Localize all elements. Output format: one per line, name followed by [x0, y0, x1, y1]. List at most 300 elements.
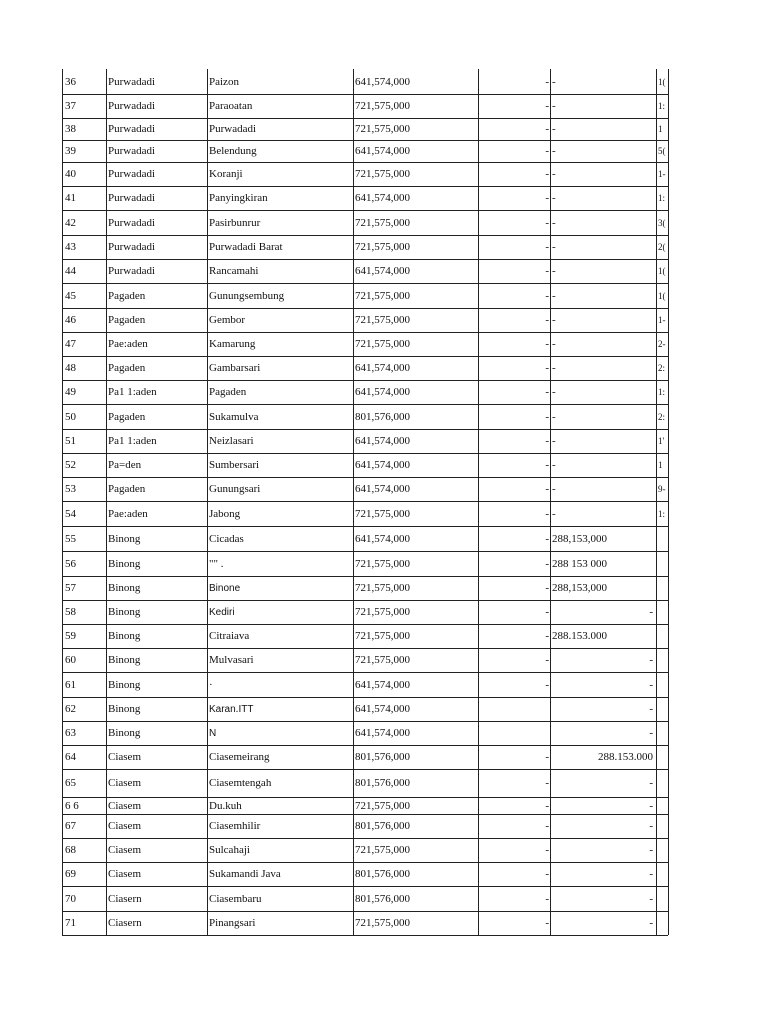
table-row: [62, 259, 668, 283]
desa-cell: Mulvasari: [207, 648, 353, 672]
kecamatan-cell: Pae:aden: [106, 501, 207, 526]
table-row: [62, 862, 668, 886]
kecamatan-cell: Ciasem: [106, 862, 207, 886]
amount-b-cell: -: [478, 380, 550, 404]
amount-b-cell: -: [478, 911, 550, 935]
table-right-border: [668, 235, 669, 259]
row-number-cell: 45: [62, 283, 106, 308]
amount-a-cell: 721,575,000: [353, 210, 478, 235]
amount-d-cell: 1(: [656, 69, 668, 94]
row-number-cell: 46: [62, 308, 106, 332]
amount-a-cell: 641,574,000: [353, 721, 478, 745]
amount-a-cell: 721,575,000: [353, 551, 478, 576]
row-number-cell: 54: [62, 501, 106, 526]
amount-d-cell: [656, 672, 668, 697]
amount-a-cell: 721,575,000: [353, 162, 478, 186]
amount-a-cell: 641,574,000: [353, 186, 478, 210]
amount-c-cell: 288,153,000: [550, 576, 656, 600]
amount-b-cell: -: [478, 745, 550, 769]
amount-b-cell: -: [478, 283, 550, 308]
amount-c-cell: -: [550, 648, 656, 672]
table-right-border: [668, 69, 669, 94]
desa-cell: Gunungsembung: [207, 283, 353, 308]
table-row: [62, 697, 668, 721]
amount-b-cell: -: [478, 797, 550, 814]
amount-c-cell: -: [550, 477, 656, 501]
row-number-cell: 51: [62, 429, 106, 453]
amount-b-cell: -: [478, 118, 550, 140]
amount-b-cell: -: [478, 235, 550, 259]
amount-d-cell: 2:: [656, 356, 668, 380]
table-row: [62, 453, 668, 477]
kecamatan-cell: Pae:aden: [106, 332, 207, 356]
amount-d-cell: [656, 624, 668, 648]
amount-c-cell: -: [550, 838, 656, 862]
amount-c-cell: 288.153.000: [550, 624, 656, 648]
desa-cell: Binone: [207, 576, 353, 600]
amount-a-cell: 721,575,000: [353, 576, 478, 600]
amount-d-cell: 1': [656, 429, 668, 453]
amount-b-cell: -: [478, 648, 550, 672]
table-right-border: [668, 672, 669, 697]
desa-cell: Panyingkiran: [207, 186, 353, 210]
kecamatan-cell: Purwadadi: [106, 140, 207, 162]
table-right-border: [668, 797, 669, 814]
desa-cell: "" .: [207, 551, 353, 576]
row-number-cell: 59: [62, 624, 106, 648]
amount-d-cell: [656, 838, 668, 862]
table-row: [62, 94, 668, 118]
amount-b-cell: -: [478, 526, 550, 551]
table-row: [62, 814, 668, 838]
amount-a-cell: 721,575,000: [353, 235, 478, 259]
amount-a-cell: 721,575,000: [353, 501, 478, 526]
table-right-border: [668, 838, 669, 862]
amount-c-cell: -: [550, 600, 656, 624]
amount-d-cell: 1: [656, 453, 668, 477]
amount-b-cell: -: [478, 672, 550, 697]
kecamatan-cell: Ciasem: [106, 769, 207, 797]
table-row: [62, 162, 668, 186]
table-row: [62, 501, 668, 526]
desa-cell: Belendung: [207, 140, 353, 162]
amount-b-cell: -: [478, 186, 550, 210]
amount-d-cell: [656, 886, 668, 911]
table-row: [62, 210, 668, 235]
desa-cell: Kediri: [207, 600, 353, 624]
row-number-cell: 6 6: [62, 797, 106, 814]
amount-c-cell: -: [550, 862, 656, 886]
table-right-border: [668, 886, 669, 911]
table-right-border: [668, 624, 669, 648]
row-number-cell: 67: [62, 814, 106, 838]
amount-d-cell: [656, 745, 668, 769]
table-row: [62, 721, 668, 745]
desa-cell: Gambarsari: [207, 356, 353, 380]
amount-d-cell: [656, 862, 668, 886]
table-right-border: [668, 140, 669, 162]
amount-a-cell: 801,576,000: [353, 862, 478, 886]
amount-c-cell: -: [550, 797, 656, 814]
kecamatan-cell: Binong: [106, 624, 207, 648]
amount-c-cell: -: [550, 814, 656, 838]
desa-cell: Paraoatan: [207, 94, 353, 118]
amount-d-cell: 1:: [656, 501, 668, 526]
kecamatan-cell: Pagaden: [106, 404, 207, 429]
row-number-cell: 65: [62, 769, 106, 797]
amount-c-cell: -: [550, 380, 656, 404]
amount-b-cell: -: [478, 551, 550, 576]
table-right-border: [668, 911, 669, 935]
desa-cell: Gembor: [207, 308, 353, 332]
table-right-border: [668, 162, 669, 186]
amount-b-cell: -: [478, 162, 550, 186]
amount-c-cell: -: [550, 429, 656, 453]
row-number-cell: 50: [62, 404, 106, 429]
row-number-cell: 42: [62, 210, 106, 235]
amount-d-cell: 1:: [656, 380, 668, 404]
amount-a-cell: 801,576,000: [353, 814, 478, 838]
row-number-cell: 40: [62, 162, 106, 186]
amount-c-cell: 288,153,000: [550, 526, 656, 551]
table-row: [62, 380, 668, 404]
table-right-border: [668, 308, 669, 332]
amount-b-cell: -: [478, 838, 550, 862]
table-right-border: [668, 526, 669, 551]
table-row: [62, 745, 668, 769]
desa-cell: Ciasembaru: [207, 886, 353, 911]
amount-d-cell: 2:: [656, 404, 668, 429]
amount-b-cell: -: [478, 862, 550, 886]
kecamatan-cell: Purwadadi: [106, 118, 207, 140]
table-row: [62, 429, 668, 453]
amount-c-cell: -: [550, 769, 656, 797]
row-number-cell: 70: [62, 886, 106, 911]
table-row: [62, 648, 668, 672]
desa-cell: Kamarung: [207, 332, 353, 356]
amount-c-cell: -: [550, 186, 656, 210]
kecamatan-cell: Purwadadi: [106, 259, 207, 283]
desa-cell: Ciasemhilir: [207, 814, 353, 838]
amount-c-cell: -: [550, 332, 656, 356]
desa-cell: Jabong: [207, 501, 353, 526]
amount-c-cell: 288 153 000: [550, 551, 656, 576]
desa-cell: Du.kuh: [207, 797, 353, 814]
table-row: [62, 838, 668, 862]
amount-a-cell: 641,574,000: [353, 453, 478, 477]
desa-cell: Purwadadi: [207, 118, 353, 140]
row-number-cell: 37: [62, 94, 106, 118]
amount-d-cell: [656, 769, 668, 797]
amount-b-cell: -: [478, 404, 550, 429]
table-row: [62, 186, 668, 210]
table-right-border: [668, 600, 669, 624]
row-number-cell: 64: [62, 745, 106, 769]
table-row: [62, 526, 668, 551]
amount-a-cell: 721,575,000: [353, 624, 478, 648]
amount-c-cell: -: [550, 94, 656, 118]
amount-a-cell: 721,575,000: [353, 118, 478, 140]
table-right-border: [668, 283, 669, 308]
row-number-cell: 52: [62, 453, 106, 477]
amount-c-cell: -: [550, 672, 656, 697]
kecamatan-cell: Binong: [106, 721, 207, 745]
amount-a-cell: 801,576,000: [353, 886, 478, 911]
row-number-cell: 55: [62, 526, 106, 551]
table-row: [62, 332, 668, 356]
amount-c-cell: -: [550, 697, 656, 721]
row-number-cell: 71: [62, 911, 106, 935]
amount-c-cell: -: [550, 69, 656, 94]
table-row: [62, 283, 668, 308]
amount-b-cell: -: [478, 886, 550, 911]
desa-cell: Pasirbunrur: [207, 210, 353, 235]
kecamatan-cell: Ciasem: [106, 838, 207, 862]
desa-cell: Sulcahaji: [207, 838, 353, 862]
row-number-cell: 53: [62, 477, 106, 501]
amount-a-cell: 721,575,000: [353, 308, 478, 332]
row-number-cell: 41: [62, 186, 106, 210]
amount-c-cell: -: [550, 404, 656, 429]
amount-d-cell: 2(: [656, 235, 668, 259]
kecamatan-cell: Pagaden: [106, 356, 207, 380]
table-right-border: [668, 745, 669, 769]
kecamatan-cell: Pagaden: [106, 308, 207, 332]
desa-cell: Koranji: [207, 162, 353, 186]
amount-a-cell: 641,574,000: [353, 477, 478, 501]
table-right-border: [668, 501, 669, 526]
amount-a-cell: 721,575,000: [353, 600, 478, 624]
kecamatan-cell: Binong: [106, 648, 207, 672]
table-right-border: [668, 453, 669, 477]
amount-d-cell: 1-: [656, 162, 668, 186]
kecamatan-cell: Binong: [106, 526, 207, 551]
desa-cell: Ciasemeirang: [207, 745, 353, 769]
amount-d-cell: [656, 797, 668, 814]
amount-c-cell: 288.153.000: [550, 745, 656, 769]
amount-a-cell: 721,575,000: [353, 797, 478, 814]
amount-a-cell: 641,574,000: [353, 140, 478, 162]
row-number-cell: 49: [62, 380, 106, 404]
amount-d-cell: 9-: [656, 477, 668, 501]
row-number-cell: 39: [62, 140, 106, 162]
kecamatan-cell: Purwadadi: [106, 94, 207, 118]
amount-b-cell: -: [478, 429, 550, 453]
amount-d-cell: [656, 697, 668, 721]
table-right-border: [668, 210, 669, 235]
amount-a-cell: 721,575,000: [353, 94, 478, 118]
table-row: [62, 308, 668, 332]
amount-c-cell: -: [550, 118, 656, 140]
amount-a-cell: 801,576,000: [353, 745, 478, 769]
amount-a-cell: 721,575,000: [353, 911, 478, 935]
desa-cell: ·: [207, 672, 353, 697]
amount-a-cell: 641,574,000: [353, 69, 478, 94]
desa-cell: Sumbersari: [207, 453, 353, 477]
kecamatan-cell: Binong: [106, 551, 207, 576]
amount-c-cell: -: [550, 501, 656, 526]
kecamatan-cell: Pa=den: [106, 453, 207, 477]
row-number-cell: 38: [62, 118, 106, 140]
row-number-cell: 56: [62, 551, 106, 576]
amount-a-cell: 641,574,000: [353, 259, 478, 283]
table-right-border: [668, 769, 669, 797]
table-row: [62, 477, 668, 501]
amount-b-cell: -: [478, 814, 550, 838]
amount-c-cell: -: [550, 235, 656, 259]
kecamatan-cell: Purwadadi: [106, 162, 207, 186]
amount-a-cell: 641,574,000: [353, 697, 478, 721]
table-right-border: [668, 814, 669, 838]
amount-b-cell: -: [478, 356, 550, 380]
amount-d-cell: 1(: [656, 259, 668, 283]
kecamatan-cell: Purwadadi: [106, 235, 207, 259]
table-row: [62, 769, 668, 797]
amount-d-cell: 1-: [656, 308, 668, 332]
desa-cell: Pagaden: [207, 380, 353, 404]
amount-c-cell: -: [550, 210, 656, 235]
amount-b-cell: -: [478, 501, 550, 526]
desa-cell: Ciasemtengah: [207, 769, 353, 797]
row-number-cell: 63: [62, 721, 106, 745]
kecamatan-cell: Binong: [106, 576, 207, 600]
row-number-cell: 44: [62, 259, 106, 283]
amount-a-cell: 721,575,000: [353, 332, 478, 356]
row-number-cell: 60: [62, 648, 106, 672]
table-row: [62, 551, 668, 576]
desa-cell: Karan.ITT: [207, 697, 353, 721]
table-row: [62, 235, 668, 259]
amount-b-cell: -: [478, 69, 550, 94]
row-number-cell: 57: [62, 576, 106, 600]
amount-a-cell: 641,574,000: [353, 356, 478, 380]
amount-d-cell: 1: [656, 118, 668, 140]
amount-d-cell: 3(: [656, 210, 668, 235]
amount-d-cell: 1(: [656, 283, 668, 308]
amount-c-cell: -: [550, 356, 656, 380]
kecamatan-cell: Binong: [106, 697, 207, 721]
amount-c-cell: -: [550, 140, 656, 162]
table-row: [62, 140, 668, 162]
amount-b-cell: -: [478, 140, 550, 162]
amount-b-cell: [478, 697, 550, 721]
desa-cell: Rancamahi: [207, 259, 353, 283]
table-row: [62, 356, 668, 380]
amount-b-cell: [478, 721, 550, 745]
desa-cell: Gunungsari: [207, 477, 353, 501]
amount-c-cell: -: [550, 162, 656, 186]
kecamatan-cell: Purwadadi: [106, 186, 207, 210]
table-right-border: [668, 118, 669, 140]
amount-c-cell: -: [550, 259, 656, 283]
table-row: [62, 118, 668, 140]
row-divider: [62, 935, 668, 936]
table-right-border: [668, 332, 669, 356]
row-number-cell: 47: [62, 332, 106, 356]
amount-d-cell: [656, 526, 668, 551]
amount-d-cell: [656, 721, 668, 745]
amount-b-cell: -: [478, 308, 550, 332]
amount-c-cell: -: [550, 308, 656, 332]
kecamatan-cell: Pa1 1:aden: [106, 429, 207, 453]
kecamatan-cell: Ciasem: [106, 814, 207, 838]
row-number-cell: 36: [62, 69, 106, 94]
table-row: [62, 600, 668, 624]
amount-d-cell: 1:: [656, 94, 668, 118]
table-right-border: [668, 259, 669, 283]
table-right-border: [668, 477, 669, 501]
table-right-border: [668, 648, 669, 672]
table-right-border: [668, 862, 669, 886]
amount-c-cell: -: [550, 283, 656, 308]
amount-c-cell: -: [550, 453, 656, 477]
kecamatan-cell: Binong: [106, 672, 207, 697]
kecamatan-cell: Pagaden: [106, 477, 207, 501]
amount-b-cell: -: [478, 210, 550, 235]
amount-b-cell: -: [478, 259, 550, 283]
amount-b-cell: -: [478, 94, 550, 118]
amount-c-cell: -: [550, 886, 656, 911]
desa-cell: Neizlasari: [207, 429, 353, 453]
amount-d-cell: 2-: [656, 332, 668, 356]
amount-b-cell: -: [478, 769, 550, 797]
kecamatan-cell: Ciasem: [106, 745, 207, 769]
amount-d-cell: [656, 551, 668, 576]
desa-cell: Sukamulva: [207, 404, 353, 429]
table-right-border: [668, 721, 669, 745]
desa-cell: Citraiava: [207, 624, 353, 648]
kecamatan-cell: Ciasem: [106, 797, 207, 814]
amount-a-cell: 801,576,000: [353, 769, 478, 797]
amount-a-cell: 641,574,000: [353, 526, 478, 551]
table-row: [62, 672, 668, 697]
row-number-cell: 43: [62, 235, 106, 259]
row-number-cell: 61: [62, 672, 106, 697]
table-right-border: [668, 551, 669, 576]
kecamatan-cell: Purwadadi: [106, 69, 207, 94]
amount-a-cell: 721,575,000: [353, 838, 478, 862]
amount-a-cell: 721,575,000: [353, 648, 478, 672]
table-right-border: [668, 380, 669, 404]
kecamatan-cell: Ciasern: [106, 886, 207, 911]
desa-cell: Sukamandi Java: [207, 862, 353, 886]
kecamatan-cell: Binong: [106, 600, 207, 624]
table-row: [62, 576, 668, 600]
table-row: [62, 69, 668, 94]
amount-a-cell: 801,576,000: [353, 404, 478, 429]
amount-b-cell: -: [478, 624, 550, 648]
kecamatan-cell: Purwadadi: [106, 210, 207, 235]
amount-b-cell: -: [478, 600, 550, 624]
table-right-border: [668, 94, 669, 118]
table-row: [62, 404, 668, 429]
amount-a-cell: 641,574,000: [353, 672, 478, 697]
table-right-border: [668, 404, 669, 429]
amount-b-cell: -: [478, 332, 550, 356]
table-right-border: [668, 186, 669, 210]
table-row: [62, 886, 668, 911]
table-row: [62, 797, 668, 814]
desa-cell: Paizon: [207, 69, 353, 94]
amount-d-cell: [656, 648, 668, 672]
amount-c-cell: -: [550, 721, 656, 745]
table-right-border: [668, 429, 669, 453]
amount-d-cell: [656, 600, 668, 624]
amount-a-cell: 641,574,000: [353, 380, 478, 404]
amount-d-cell: [656, 814, 668, 838]
desa-cell: Purwadadi Barat: [207, 235, 353, 259]
row-number-cell: 68: [62, 838, 106, 862]
